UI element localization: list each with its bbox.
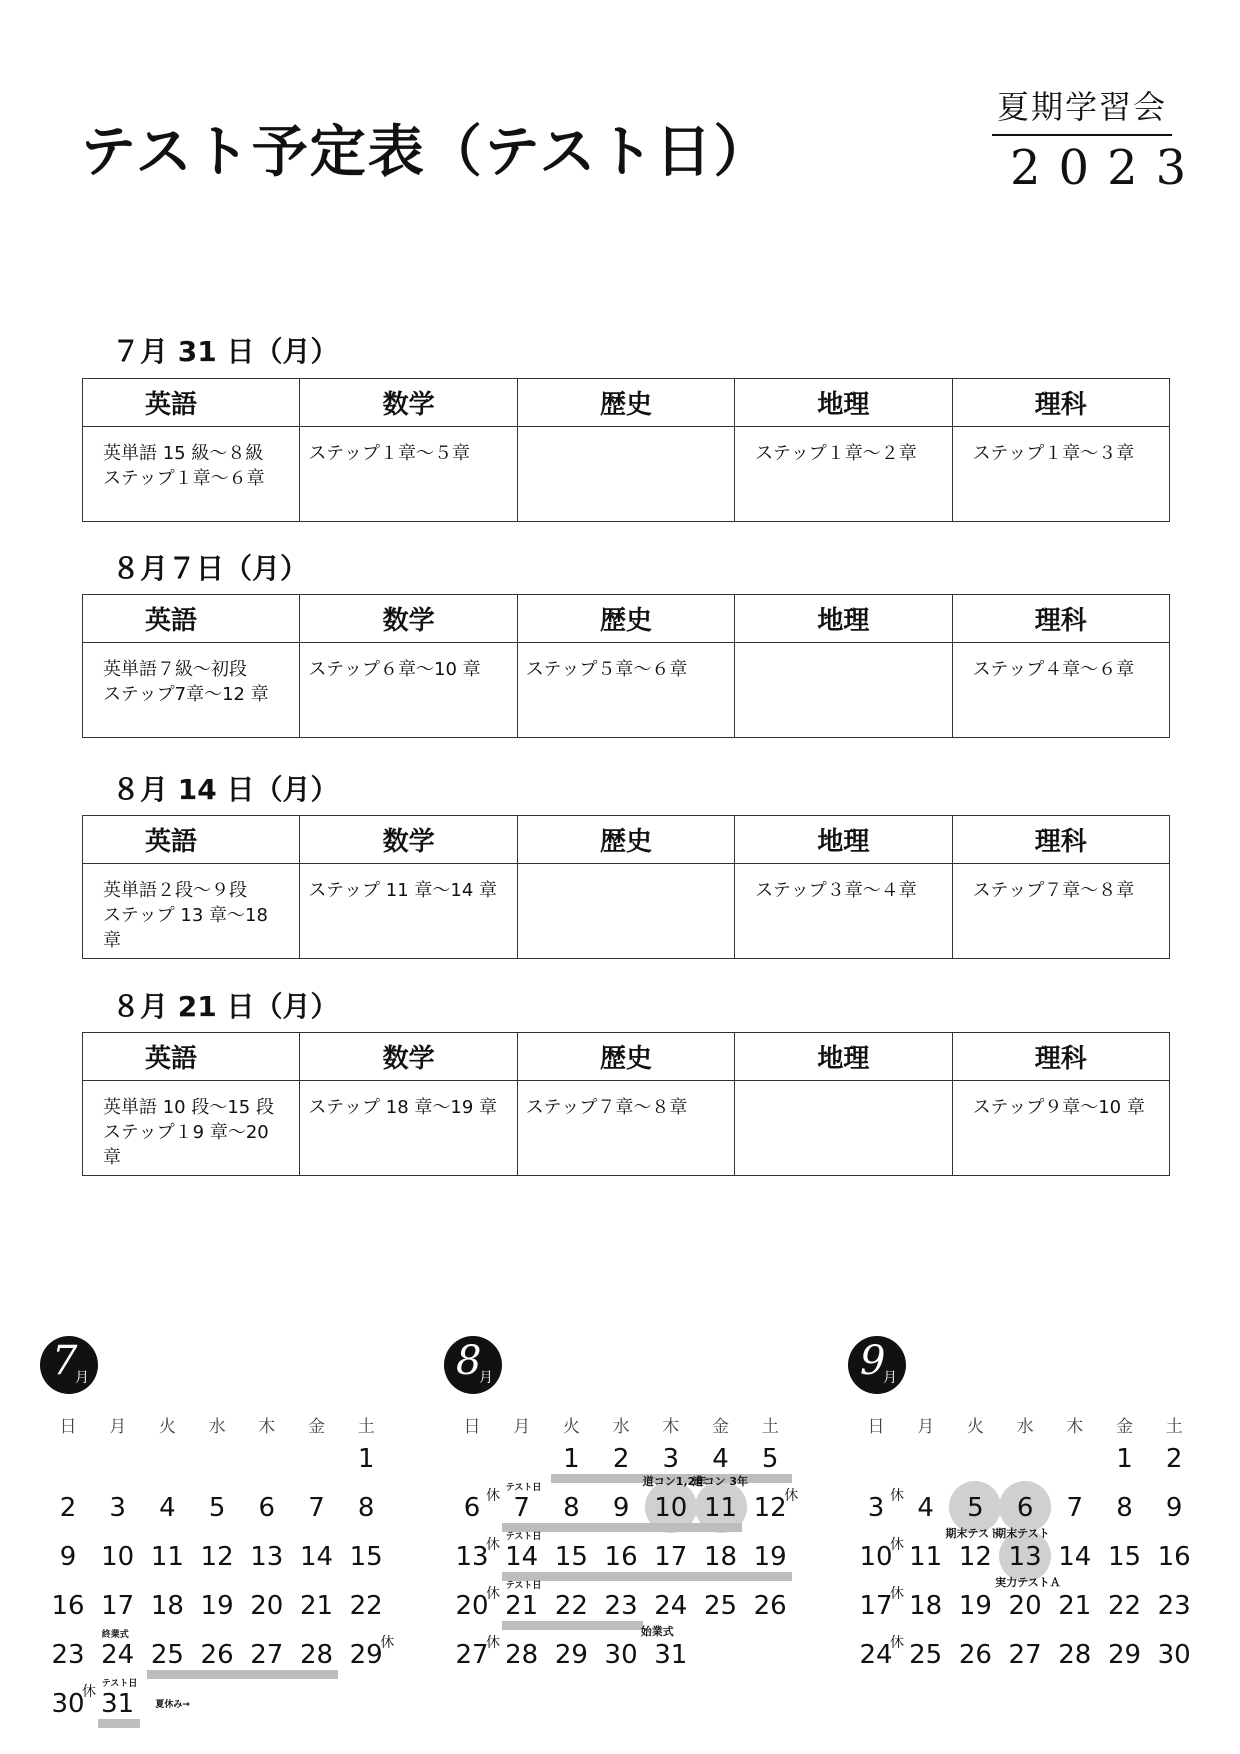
calendar-day: 6: [1016, 1493, 1034, 1523]
calendar-day: 20: [250, 1591, 284, 1621]
calendar-day: 17: [859, 1591, 893, 1621]
calendar-day: 24: [859, 1640, 893, 1670]
calendar-day: 26: [958, 1640, 992, 1670]
month-badge: [848, 1336, 906, 1394]
holiday-mark: 休: [486, 1635, 500, 1651]
calendar-day: 7: [308, 1493, 325, 1523]
weekday-label: 水: [612, 1417, 630, 1437]
calendar-day: 18: [150, 1591, 184, 1621]
holiday-mark: 休: [380, 1635, 395, 1651]
calendar-day: 28: [505, 1640, 539, 1670]
calendar-day: 5: [761, 1444, 779, 1474]
subject-header: 英語: [83, 595, 300, 643]
calendar-day: 17: [654, 1542, 688, 1572]
weekday-label: 金: [1116, 1417, 1133, 1437]
content-cell: 英単語 10 段～15 段 ステップ１9 章～20 章: [83, 1081, 300, 1176]
calendar-day: 22: [554, 1591, 588, 1621]
weekday-label: 金: [308, 1417, 325, 1437]
calendar-day: 10: [654, 1493, 688, 1523]
calendar-day: 21: [505, 1591, 539, 1621]
day-note: テスト日: [505, 1532, 542, 1542]
holiday-mark: 休: [486, 1586, 500, 1602]
calendar-day: 22: [1107, 1591, 1142, 1621]
calendar-day: 2: [1165, 1444, 1183, 1474]
weekday-label: 土: [1165, 1417, 1183, 1437]
calendar-day: 4: [917, 1493, 934, 1523]
calendar-day: 16: [1157, 1542, 1191, 1572]
subject-header: 歴史: [517, 816, 734, 864]
subject-header: 歴史: [517, 595, 734, 643]
weekday-label: 火: [562, 1417, 580, 1437]
header-row: [83, 816, 1170, 864]
calendar-day: 3: [662, 1444, 680, 1474]
content-cell: [517, 427, 734, 522]
calendar-day: 27: [1008, 1640, 1042, 1670]
calendar-day: 24: [101, 1640, 135, 1670]
header-row: [83, 379, 1170, 427]
weekday-label: 火: [158, 1417, 176, 1437]
day-note: 道コン1,2年: [642, 1475, 707, 1488]
content-cell: ステップ１章～３章: [952, 427, 1169, 522]
calendar-day: 31: [101, 1689, 135, 1719]
holiday-mark: 休: [784, 1488, 799, 1504]
weekday-label: 火: [966, 1417, 984, 1437]
calendar-day: 10: [101, 1542, 135, 1572]
content-cell: [735, 643, 952, 738]
calendar-day: 30: [51, 1689, 85, 1719]
day-note: テスト日: [505, 1483, 542, 1493]
calendar-day: 12: [958, 1542, 992, 1572]
subject-header: 理科: [952, 816, 1169, 864]
calendar-day: 29: [554, 1640, 588, 1670]
calendar-day: 18: [909, 1591, 943, 1621]
weekday-label: 水: [1016, 1417, 1034, 1437]
calendar-day: 24: [654, 1591, 688, 1621]
calendar-day: 8: [357, 1493, 375, 1523]
page-title: テスト予定表（テスト日）: [80, 119, 772, 185]
calendar-day: 11: [909, 1542, 943, 1572]
calendar-day: 23: [51, 1640, 85, 1670]
content-cell: 英単語２段～９段 ステップ 13 章～18 章: [83, 864, 300, 959]
day-note: テスト日: [505, 1581, 542, 1591]
content-cell: [517, 864, 734, 959]
subject-header: 数学: [300, 379, 517, 427]
calendar-day: 13: [455, 1542, 489, 1572]
calendar-day: 15: [349, 1542, 383, 1572]
calendar-day: 1: [357, 1444, 375, 1474]
subject-header: 理科: [952, 595, 1169, 643]
calendar-day: 15: [1107, 1542, 1142, 1572]
subject-header: 地理: [735, 379, 952, 427]
section-date: ８月 21 日（月）: [112, 990, 339, 1023]
weekday-label: 木: [662, 1417, 680, 1437]
calendar-day: 9: [59, 1542, 77, 1572]
holiday-mark: 休: [890, 1537, 904, 1553]
event-name: 夏期学習会: [992, 82, 1172, 136]
period-bar: [147, 1670, 338, 1679]
weekday-label: 土: [357, 1417, 375, 1437]
content-cell: ステップ 11 章～14 章: [300, 864, 517, 959]
subject-header: 数学: [300, 816, 517, 864]
holiday-mark: 休: [486, 1488, 500, 1504]
subject-header: 歴史: [517, 1033, 734, 1081]
calendar-day: 6: [463, 1493, 481, 1523]
weekday-label: 月: [917, 1417, 935, 1437]
day-note: 終業式: [101, 1630, 129, 1640]
calendar-day: 29: [1107, 1640, 1142, 1670]
section-date: ８月７日（月）: [112, 552, 309, 585]
subject-header: 地理: [735, 816, 952, 864]
weekday-label: 木: [258, 1417, 276, 1437]
month-number: 9: [860, 1338, 886, 1384]
calendar-day: 28: [1058, 1640, 1092, 1670]
calendar-day: 7: [513, 1493, 530, 1523]
content-cell: [735, 1081, 952, 1176]
subject-header: 数学: [300, 1033, 517, 1081]
period-bar: [502, 1621, 643, 1630]
calendar-day: 23: [1157, 1591, 1191, 1621]
calendar-day: 26: [200, 1640, 234, 1670]
month-badge: [40, 1336, 98, 1394]
holiday-mark: 休: [82, 1684, 96, 1700]
header-row: [83, 1033, 1170, 1081]
content-cell: 英単語７級～初段 ステップ7章～12 章: [83, 643, 300, 738]
weekday-label: 日: [463, 1417, 481, 1437]
weekday-label: 月: [513, 1417, 531, 1437]
weekday-label: 金: [712, 1417, 729, 1437]
calendar-day: 14: [299, 1542, 334, 1572]
calendar-day: 30: [604, 1640, 638, 1670]
calendar-day: 14: [505, 1542, 539, 1572]
weekday-label: 水: [208, 1417, 226, 1437]
holiday-mark: 休: [486, 1537, 500, 1553]
section-date: ７月 31 日（月）: [112, 335, 339, 368]
calendar-day: 17: [101, 1591, 135, 1621]
event-badge: [992, 82, 1205, 196]
month-number: 7: [52, 1338, 78, 1384]
calendar-day: 5: [208, 1493, 226, 1523]
calendar-day: 18: [703, 1542, 738, 1572]
content-row: [83, 1081, 1170, 1176]
subject-header: 英語: [83, 1033, 300, 1081]
schedule-table: [82, 594, 1170, 738]
content-cell: ステップ７章～８章: [952, 864, 1169, 959]
month-suffix: 月: [883, 1370, 897, 1386]
calendar-day: 20: [1008, 1591, 1042, 1621]
subject-header: 理科: [952, 1033, 1169, 1081]
calendar-day: 5: [967, 1493, 984, 1523]
calendar-day: 10: [859, 1542, 893, 1572]
content-cell: ステップ１章～５章: [300, 427, 517, 522]
holiday-mark: 休: [890, 1635, 904, 1651]
schedule-table: [82, 815, 1170, 959]
calendar-day: 25: [150, 1640, 184, 1670]
month-suffix: 月: [479, 1370, 493, 1386]
content-cell: ステップ９章～10 章: [952, 1081, 1169, 1176]
calendar-day: 28: [299, 1640, 334, 1670]
content-cell: ステップ 18 章～19 章: [300, 1081, 517, 1176]
calendar-day: 6: [258, 1493, 276, 1523]
content-cell: ステップ５章～６章: [517, 643, 734, 738]
calendar-day: 29: [349, 1640, 383, 1670]
content-cell: 英単語 15 級～８級 ステップ１章～６章: [83, 427, 300, 522]
calendar-day: 16: [51, 1591, 85, 1621]
calendar-day: 2: [612, 1444, 630, 1474]
period-bar: [98, 1719, 140, 1728]
day-note: 道コン 3年: [692, 1475, 748, 1488]
calendar-day: 1: [1116, 1444, 1133, 1474]
calendar-day: 11: [703, 1493, 738, 1523]
month-number: 8: [456, 1338, 482, 1384]
subject-header: 歴史: [517, 379, 734, 427]
subject-header: 英語: [83, 379, 300, 427]
calendar-day: 27: [455, 1640, 489, 1670]
calendar-day: 1: [563, 1444, 580, 1474]
content-row: [83, 643, 1170, 738]
calendar-day: 14: [1058, 1542, 1092, 1572]
weekday-label: 日: [59, 1417, 77, 1437]
calendar-day: 16: [604, 1542, 638, 1572]
calendar-day: 19: [200, 1591, 234, 1621]
calendar-day: 19: [958, 1591, 992, 1621]
subject-header: 理科: [952, 379, 1169, 427]
content-cell: ステップ１章～２章: [735, 427, 952, 522]
calendar-day: 15: [554, 1542, 588, 1572]
calendar-day: 13: [250, 1542, 284, 1572]
calendar-day: 8: [1116, 1493, 1133, 1523]
calendar-day: 25: [909, 1640, 943, 1670]
calendar-day: 3: [867, 1493, 885, 1523]
calendar-day: 22: [349, 1591, 383, 1621]
calendar-day: 3: [109, 1493, 126, 1523]
calendar-day: 8: [563, 1493, 580, 1523]
header-row: [83, 595, 1170, 643]
content-cell: ステップ４章～６章: [952, 643, 1169, 738]
subject-header: 地理: [735, 1033, 952, 1081]
day-note: 夏休み→: [155, 1700, 190, 1710]
calendar-day: 30: [1157, 1640, 1191, 1670]
day-note: テスト日: [101, 1679, 138, 1689]
day-note: 期末テスト: [995, 1527, 1050, 1540]
weekday-label: 木: [1066, 1417, 1084, 1437]
day-note: 始業式: [640, 1625, 674, 1638]
event-year: 2023: [1010, 140, 1205, 196]
subject-header: 地理: [735, 595, 952, 643]
calendar-day: 9: [612, 1493, 630, 1523]
month-suffix: 月: [75, 1370, 89, 1386]
calendar-day: 21: [299, 1591, 334, 1621]
period-bar: [502, 1572, 793, 1581]
day-note: 実力テストＡ: [995, 1576, 1061, 1589]
content-cell: ステップ６章～10 章: [300, 643, 517, 738]
calendar-day: 9: [1165, 1493, 1183, 1523]
content-row: [83, 427, 1170, 522]
subject-header: 数学: [300, 595, 517, 643]
calendar-day: 4: [159, 1493, 176, 1523]
schedule-table: [82, 378, 1170, 522]
calendar-day: 11: [150, 1542, 184, 1572]
calendar-day: 31: [654, 1640, 688, 1670]
calendar-day: 13: [1008, 1542, 1042, 1572]
calendar-day: 25: [703, 1591, 738, 1621]
calendar-day: 12: [753, 1493, 787, 1523]
calendar-day: 7: [1066, 1493, 1084, 1523]
content-cell: ステップ３章～４章: [735, 864, 952, 959]
calendar-day: 12: [200, 1542, 234, 1572]
calendar-day: 4: [712, 1444, 729, 1474]
month-badge: [444, 1336, 502, 1394]
weekday-label: 土: [761, 1417, 779, 1437]
section-date: ８月 14 日（月）: [112, 773, 339, 806]
schedule-table: [82, 1032, 1170, 1176]
calendar-day: 2: [59, 1493, 77, 1523]
weekday-label: 月: [109, 1417, 127, 1437]
holiday-mark: 休: [890, 1586, 904, 1602]
calendar-day: 26: [753, 1591, 787, 1621]
calendar-day: 21: [1058, 1591, 1092, 1621]
calendar-day: 27: [250, 1640, 284, 1670]
day-note: 期末テスト: [945, 1527, 1000, 1540]
calendar-day: 20: [455, 1591, 489, 1621]
calendar-day: 23: [604, 1591, 638, 1621]
subject-header: 英語: [83, 816, 300, 864]
calendar-day: 19: [753, 1542, 787, 1572]
content-row: [83, 864, 1170, 959]
content-cell: ステップ７章～８章: [517, 1081, 734, 1176]
weekday-label: 日: [867, 1417, 885, 1437]
holiday-mark: 休: [890, 1488, 904, 1504]
